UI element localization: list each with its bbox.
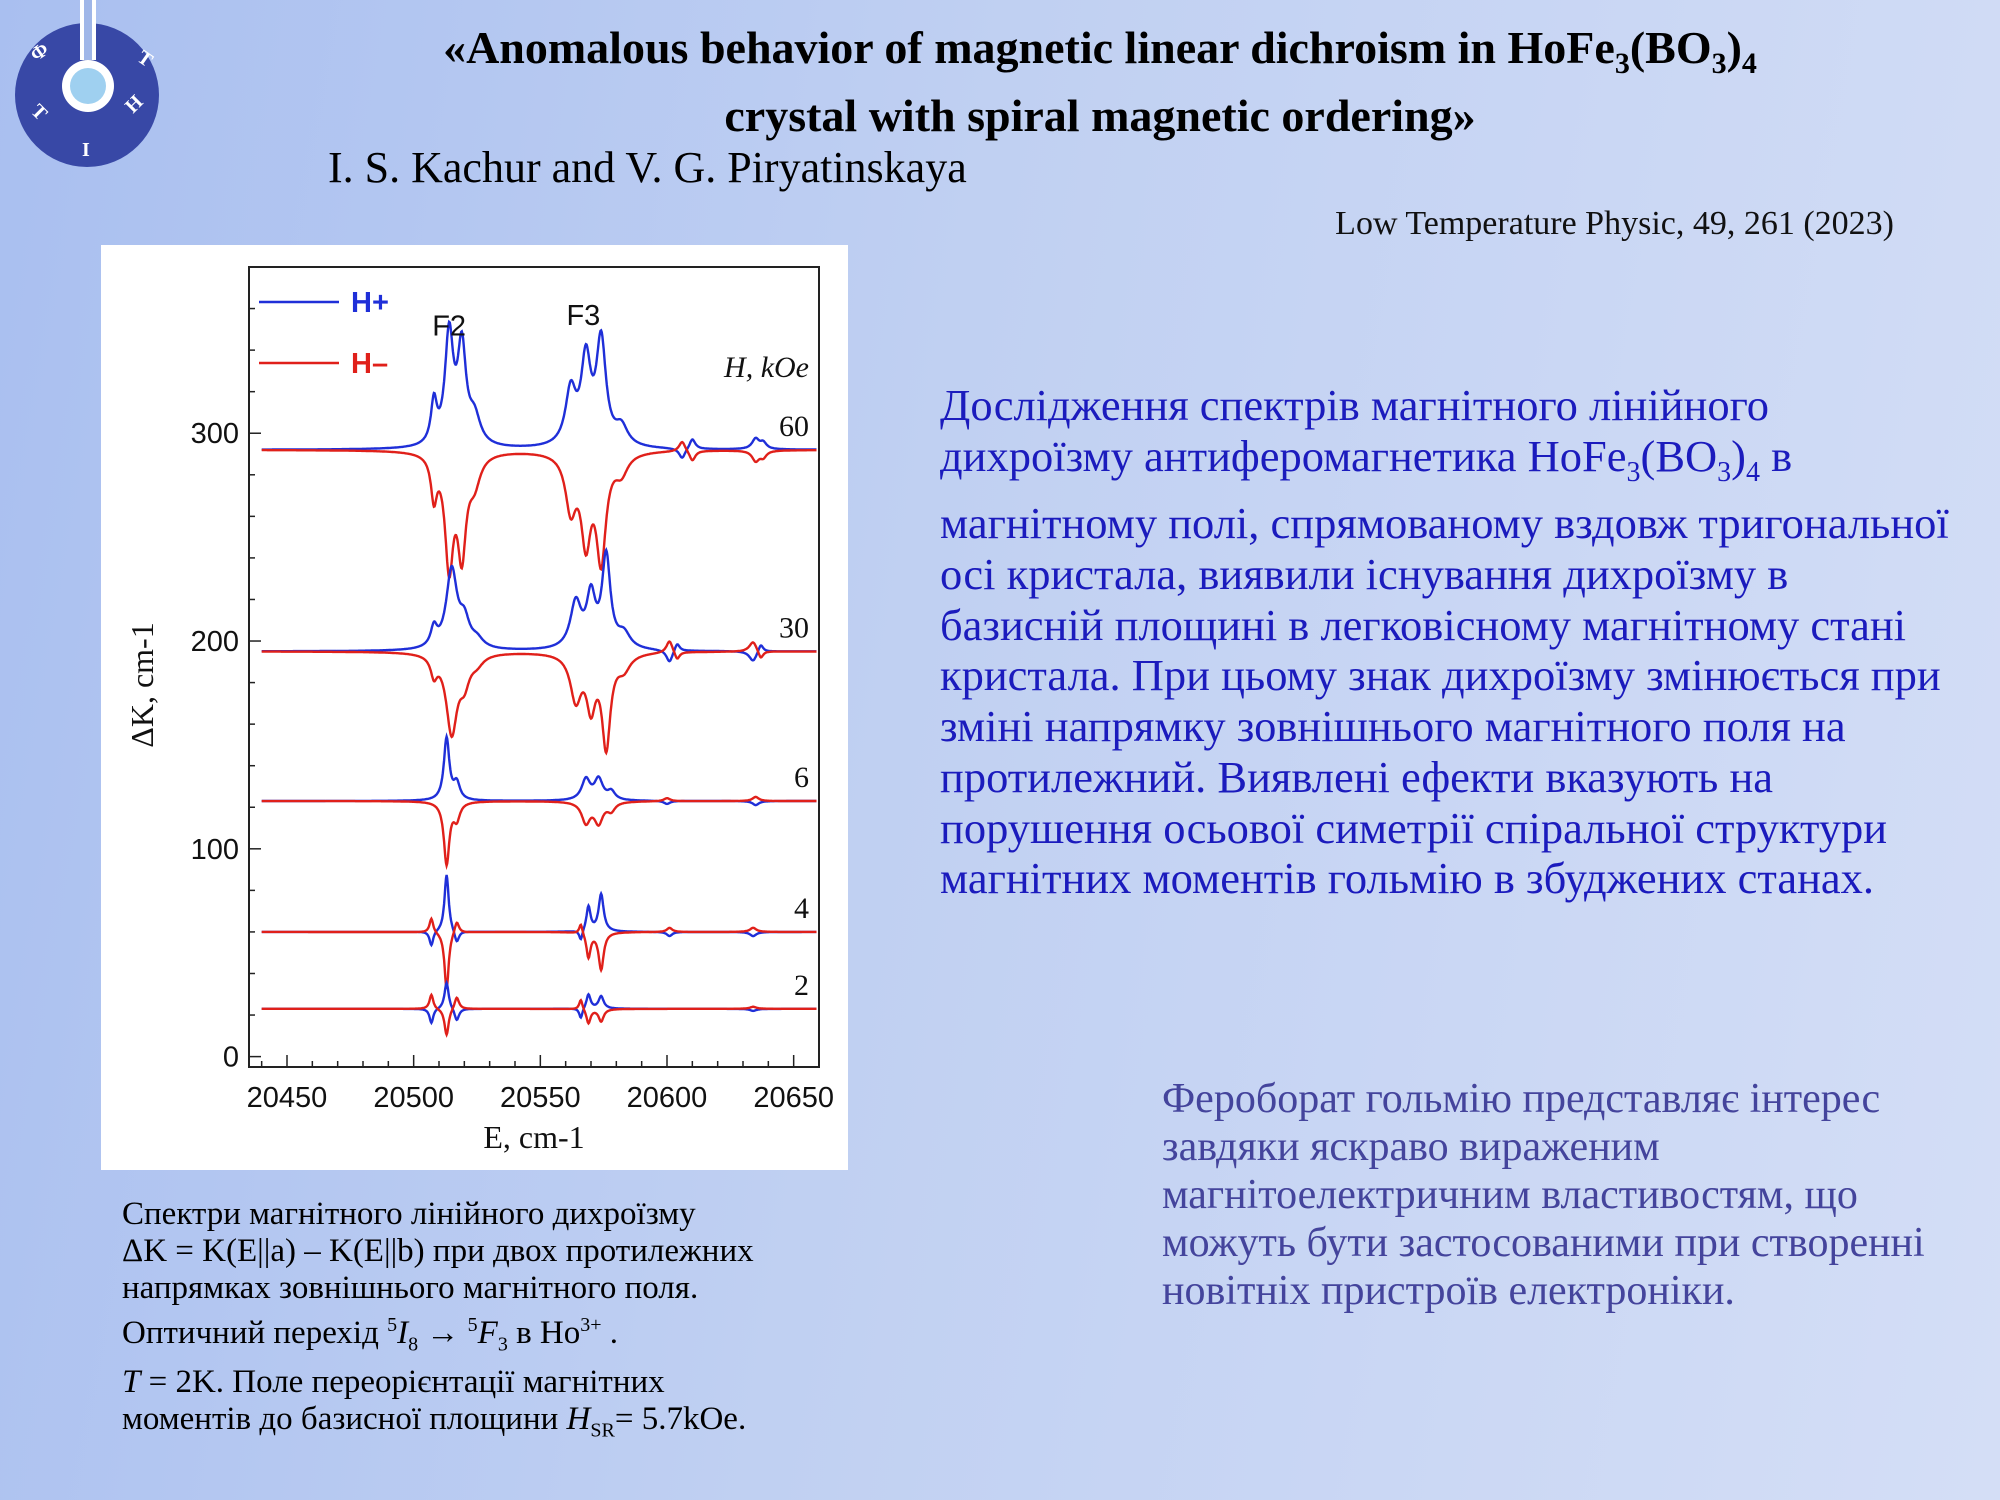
x-tick-label: 20550 [500,1082,581,1114]
field-value-label: 2 [794,968,809,1002]
paper-title [250,22,1950,142]
spectrum-curve-6koe-h-minus [262,797,817,866]
spectrum-curve-4koe-h-minus [262,919,817,989]
peak-label: F3 [566,300,601,333]
authors: I. S. Kachur and V. G. Piryatinskaya [328,143,967,192]
spectrum-curve-30koe-h-plus [262,550,817,661]
caption-line: ΔK = K(E||a) – K(E||b) при двох протилежних [122,1233,754,1269]
logo-letter: Н [120,90,148,118]
field-value-label: 4 [794,891,809,925]
plot-frame [249,267,819,1067]
y-axis-label: ΔK, cm-1 [124,622,160,748]
x-tick-label: 20600 [626,1082,708,1114]
field-value-label: 60 [779,409,809,443]
dichroism-spectra-chart [101,245,848,1170]
caption-line: Спектри магнітного лінійного дихроїзму [122,1196,696,1232]
spectrum-curve-6koe-h-plus [262,737,817,806]
caption-line: напрямках зовнішнього магнітного поля. [122,1270,699,1306]
side-note-text: Фероборат гольмію представляє інтерес завдяки яскраво вираженим магнітоелектричним властивостям, що можуть бути застосованими при створенні новітніх пристроїв електроніки. [1162,1076,1925,1314]
figure-caption [122,1196,902,1449]
spectrum-curve-4koe-h-plus [262,875,817,945]
journal-reference: Low Temperature Physic, 49, 261 (2023) [1335,205,1894,242]
y-tick-label: 100 [190,833,239,866]
main-abstract-text: Дослідження спектрів магнітного лінійного дихроїзму антиферомагнетика $HoFe_3(BO_3)_4$ в магнітному полі, спрямованому вздовж тригональної осі кристала, виявили існування дихроїзму в базисній площині в легковісному магнітному стані кристала. При цьому знак дихроїзму змінюється при зміні напрямку зовнішнього магнітного поля на протилежний. Виявлені ефекти вказують на порушення осьової симетрії спіральної структури магнітних моментів гольмію в збуджених станах. [940,380,1949,904]
field-header: H, kOe [724,351,809,384]
spectrum-curve-2koe-h-plus [262,983,817,1023]
spectrum-curve-30koe-h-minus [262,642,817,753]
caption-line: T = 2K. Поле переорієнтації магнітних [122,1363,665,1400]
legend-label-h-plus: H+ [351,287,389,319]
x-tick-label: 20500 [373,1082,454,1114]
y-tick-label: 300 [190,418,239,451]
spectrum-curve-60koe-h-minus [262,442,817,578]
title-line-2: crystal with spiral magnetic ordering» [724,90,1476,142]
logo-letter: Ф [26,38,53,67]
legend-label-h-minus: H– [351,348,389,380]
caption-line: Оптичний перехід $^5I_8 \to ^5F_3$ в $Ho^{3+}$ . [122,1314,619,1356]
legend [259,287,389,380]
x-tick-label: 20650 [753,1082,834,1114]
y-tick-label: 0 [222,1041,239,1074]
y-tick-label: 200 [190,626,239,659]
institute-logo [10,0,164,170]
x-axis-label: E, cm-1 [483,1119,585,1155]
caption-line: моментів до базисної площини $H_{SR}= 5.7kOe$. [122,1400,747,1442]
figure-panel [101,245,848,1170]
logo-letter: І [82,139,90,161]
peak-label: F2 [432,310,467,343]
x-tick-label: 20450 [246,1082,328,1114]
logo-letter: Т [26,99,52,125]
logo-letter: Т [133,46,157,72]
spectrum-curve-60koe-h-plus [262,322,817,458]
title-line-1: «Anomalous behavior of magnetic linear dichroism in $HoFe_3(BO_3)_4$ [443,22,1757,81]
field-value-label: 6 [794,761,809,795]
field-value-label: 30 [779,611,809,645]
spectrum-curve-2koe-h-minus [262,995,817,1035]
